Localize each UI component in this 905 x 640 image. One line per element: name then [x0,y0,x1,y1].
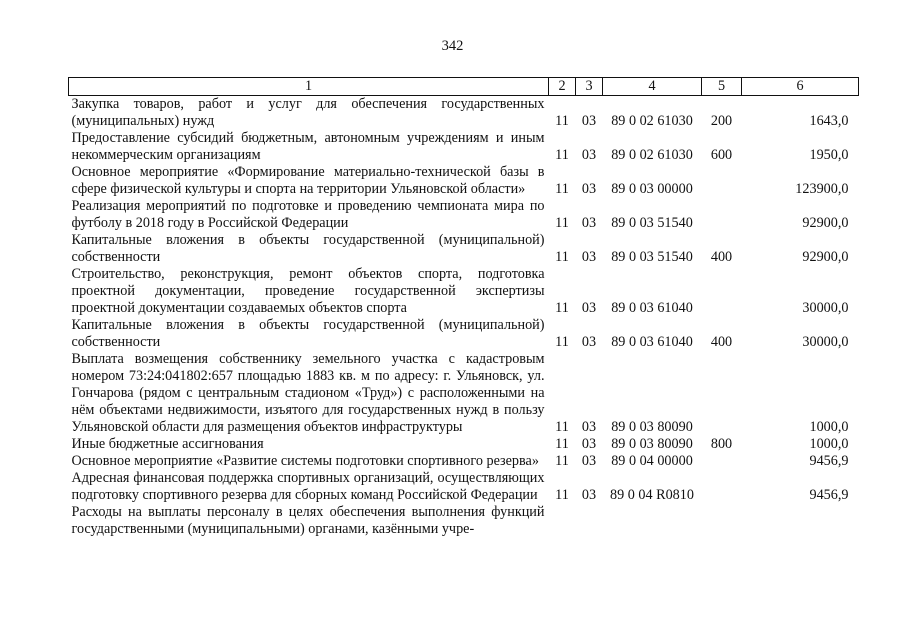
row-expense-type [702,266,742,317]
row-expense-type: 400 [710,334,733,350]
row-target-article: 89 0 02 61030 [611,147,693,163]
table-row [69,232,859,266]
header-row [69,78,859,96]
header-col-subsection: 3 [576,78,603,96]
row-target-article [603,504,702,538]
table-row [69,351,859,436]
row-subsection [576,504,603,538]
row-expense-type: 200 [710,113,733,129]
row-amount: 1950,0 [809,147,849,163]
row-target-article: 89 0 03 61040 [611,300,693,316]
row-subsection: 03 [581,436,597,452]
table-row [69,436,859,453]
row-name: Выплата возмещения собственнику земельного участка с кадастровым номером 73:24:041802:657 площадью 1883 кв. м по адресу: г. Ульяновск, ул. Гончарова (рядом с центральным стадионом «Труд») с расположенными на нём объектами недвижимости, изъятого для государственных нужд в пользу Ульяновской области для размещения объектов инфраструктуры [71,351,545,435]
row-section: 11 [555,215,569,231]
row-section: 11 [555,453,569,469]
row-target-article: 89 0 03 80090 [611,436,693,452]
row-target-article: 89 0 04 R0810 [610,487,694,503]
row-target-article: 89 0 03 61040 [611,334,693,350]
row-name: Предоставление субсидий бюджетным, автономным учреждениям и иным некоммерческим организациям [71,130,545,163]
row-expense-type [702,470,742,504]
row-amount: 1000,0 [809,436,849,452]
row-section: 11 [555,113,569,129]
row-name: Строительство, реконструкция, ремонт объектов спорта, подготовка проектной документации, проведение государственной экспертизы проектной документации создаваемых объектов спорта [71,266,545,316]
row-amount: 1000,0 [809,419,849,435]
row-subsection: 03 [581,300,597,316]
header-col-target-article: 4 [603,78,702,96]
row-subsection: 03 [581,181,597,197]
row-subsection: 03 [581,487,597,503]
row-section: 11 [555,436,569,452]
row-name: Закупка товаров, работ и услуг для обеспечения государственных (муниципальных) нужд [71,96,545,129]
row-section: 11 [555,249,569,265]
row-expense-type [702,164,742,198]
row-name: Капитальные вложения в объекты государственной (муниципальной) собственности [71,232,545,265]
row-amount: 30000,0 [802,334,849,350]
row-subsection: 03 [581,334,597,350]
row-amount: 9456,9 [809,453,849,469]
header-col-name: 1 [69,78,549,96]
row-target-article: 89 0 03 51540 [611,215,693,231]
header-col-expense-type: 5 [702,78,742,96]
row-section: 11 [555,334,569,350]
row-subsection: 03 [581,147,597,163]
table-row [69,504,859,538]
row-target-article: 89 0 03 80090 [611,419,693,435]
row-expense-type [702,453,742,470]
row-name: Основное мероприятие «Развитие системы подготовки спортивного резерва» [71,453,539,469]
row-amount: 123900,0 [795,181,849,197]
table-row [69,198,859,232]
row-amount: 92900,0 [802,249,849,265]
row-name: Реализация мероприятий по подготовке и проведению чемпионата мира по футболу в 2018 году в Российской Федерации [71,198,545,231]
row-section: 11 [555,181,569,197]
row-subsection: 03 [581,419,597,435]
row-name: Основное мероприятие «Формирование материально-технической базы в сфере физической культуры и спорта на территории Ульяновской области» [71,164,545,197]
table-row [69,130,859,164]
row-expense-type: 800 [710,436,733,452]
row-target-article: 89 0 03 00000 [611,181,693,197]
table-row [69,164,859,198]
row-target-article: 89 0 02 61030 [611,113,693,129]
row-name: Расходы на выплаты персоналу в целях обеспечения выполнения функций государственными (муниципальными) органами, казёнными учре- [71,504,545,537]
table-header [69,78,859,96]
row-expense-type: 400 [710,249,733,265]
row-amount: 92900,0 [802,215,849,231]
row-target-article: 89 0 04 00000 [611,453,693,469]
row-section [549,504,576,538]
table-row [69,266,859,317]
row-subsection: 03 [581,215,597,231]
row-expense-type [702,504,742,538]
header-col-amount: 6 [742,78,859,96]
page-number: 342 [441,38,464,54]
row-expense-type [702,198,742,232]
header-col-section: 2 [549,78,576,96]
row-target-article: 89 0 03 51540 [611,249,693,265]
table-row [69,470,859,504]
row-name: Капитальные вложения в объекты государственной (муниципальной) собственности [71,317,545,350]
row-section: 11 [555,487,569,503]
row-name: Иные бюджетные ассигнования [71,436,264,452]
table-row [69,317,859,351]
row-amount: 30000,0 [802,300,849,316]
row-amount [742,504,859,538]
table-body [69,96,859,539]
budget-table [68,77,859,538]
row-name: Адресная финансовая поддержка спортивных организаций, осуществляющих подготовку спортивного резерва для сборных команд Российской Федерации [71,470,545,503]
row-expense-type [702,351,742,436]
row-section: 11 [555,147,569,163]
row-subsection: 03 [581,249,597,265]
table-row [69,453,859,470]
table-row [69,96,859,131]
row-subsection: 03 [581,453,597,469]
row-expense-type: 600 [710,147,733,163]
row-amount: 9456,9 [809,487,849,503]
row-subsection: 03 [581,113,597,129]
row-section: 11 [555,419,569,435]
row-amount: 1643,0 [809,113,849,129]
row-section: 11 [555,300,569,316]
